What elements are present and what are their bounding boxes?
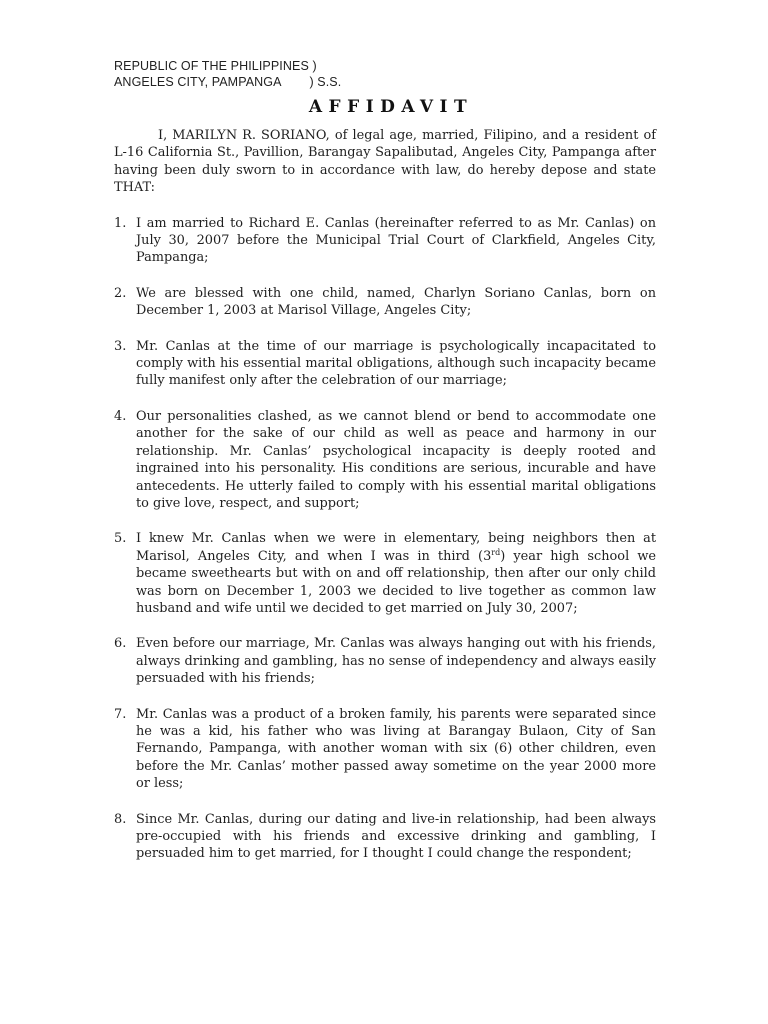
caption-ss: ) S.S. <box>309 75 342 89</box>
item-text: We are blessed with one child, named, Charlyn Soriano Canlas, born on December 1, 2003 at Marisol Village, Angeles City; <box>136 285 656 319</box>
list-item <box>114 338 656 390</box>
list-item <box>114 408 656 512</box>
item-number: 2. <box>114 285 127 301</box>
item-text: I am married to Richard E. Canlas (hereinafter referred to as Mr. Canlas) on July 30, 2007 before the Municipal Trial Court of Clarkfield, Angeles City, Pampanga; <box>136 215 656 266</box>
caption-republic: REPUBLIC OF THE PHILIPPINES ) <box>114 59 317 73</box>
item-number: 8. <box>114 811 127 827</box>
item-number: 1. <box>114 215 127 231</box>
document-title: AFFIDAVIT <box>308 97 474 117</box>
list-item <box>114 530 656 617</box>
item-number: 6. <box>114 636 127 652</box>
list-item <box>114 635 656 687</box>
item-text <box>136 530 656 617</box>
list-item <box>114 215 656 267</box>
list-item <box>114 811 656 863</box>
item-number: 7. <box>114 706 127 722</box>
item-text-part-b: ) year high school we became sweethearts but with on and off relationship, then after our only child was born on December 1, 2003 we decided to live together as common law husband and wife until we decided to get married on July 30, 2007; <box>136 548 656 616</box>
document-body <box>114 127 656 881</box>
caption-city: ANGELES CITY, PAMPANGA <box>114 75 281 89</box>
item-number: 5. <box>114 531 127 547</box>
numbered-list <box>114 215 656 863</box>
list-item <box>114 706 656 793</box>
item-text: Our personalities clashed, as we cannot blend or bend to accommodate one another for the sake of our child as well as peace and harmony in our relationship. Mr. Canlas’ psychological incapacity is deeply rooted and ingrained into his personality. His conditions are serious, incurable and have antecedents. He utterly failed to comply with his essential marital obligations to give love, respect, and support; <box>136 408 656 511</box>
ordinal-superscript: rd <box>491 547 501 557</box>
item-text-part-a: I knew Mr. Canlas when we were in elementary, being neighbors then at Marisol, Angeles City, and when I was in third (3 <box>136 531 656 564</box>
caption-block <box>114 58 341 90</box>
intro-paragraph: I, MARILYN R. SORIANO, of legal age, married, Filipino, and a resident of L-16 California St., Pavillion, Barangay Sapalibutad, Angeles City, Pampanga after having been duly sworn to in accordance with law, do hereby depose and state THAT: <box>114 128 656 196</box>
list-item <box>114 285 656 320</box>
item-text: Mr. Canlas at the time of our marriage is psychologically incapacitated to comply with his essential marital obligations, although such incapacity became fully manifest only after the celebration of our marriage; <box>136 338 656 389</box>
item-text: Even before our marriage, Mr. Canlas was always hanging out with his friends, always drinking and gambling, has no sense of independency and always easily persuaded with his friends; <box>136 636 656 687</box>
caption-city-line <box>114 74 341 90</box>
item-number: 3. <box>114 338 127 354</box>
item-text: Mr. Canlas was a product of a broken family, his parents were separated since he was a kid, his father who was living at Barangay Bulaon, City of San Fernando, Pampanga, with another woman with six (6) other children, even before the Mr. Canlas’ mother passed away sometime on the year 2000 more or less; <box>136 706 656 792</box>
item-number: 4. <box>114 408 127 424</box>
item-text: Since Mr. Canlas, during our dating and live-in relationship, had been always pre-occupied with his friends and excessive drinking and gambling, I persuaded him to get married, for I thought I could change the respondent; <box>136 811 656 862</box>
